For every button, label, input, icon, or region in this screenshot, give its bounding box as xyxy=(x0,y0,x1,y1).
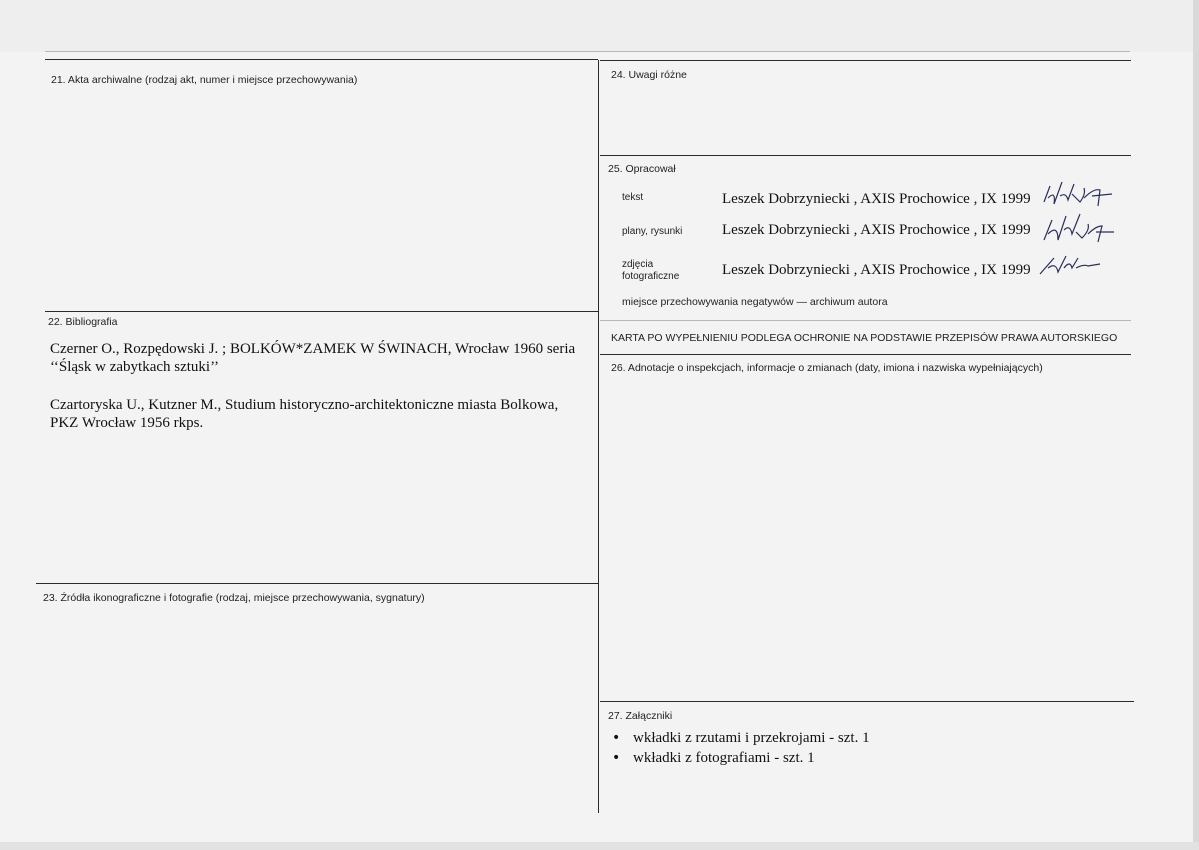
bibliography-entry-line: PKZ Wrocław 1956 rkps. xyxy=(50,415,204,431)
author-row-label xyxy=(622,259,679,283)
author-row-label-line: zdjęcia xyxy=(622,259,654,270)
author-row-label-line: fotograficzne xyxy=(622,271,680,282)
author-row-value: Leszek Dobrzyniecki , AXIS Prochowice , IX 1999 xyxy=(722,222,1031,238)
divider-26-27 xyxy=(600,701,1134,702)
attachments-list xyxy=(612,728,870,768)
top-border-right xyxy=(600,60,1131,61)
attachment-item: • wkładki z rzutami i przekrojami - szt. 1 xyxy=(612,728,870,748)
signature-3 xyxy=(1036,250,1102,280)
field-27-label: 27. Załączniki xyxy=(608,710,673,722)
author-row-value: Leszek Dobrzyniecki , AXIS Prochowice , IX 1999 xyxy=(722,262,1031,278)
divider-notice-26 xyxy=(600,354,1131,355)
negatives-storage: miejsce przechowywania negatywów — archiwum autora xyxy=(622,296,888,308)
author-row-label: tekst xyxy=(622,192,644,203)
divider-22-23 xyxy=(36,583,598,584)
divider-negatives xyxy=(600,320,1131,321)
field-23-label: 23. Źródła ikonograficzne i fotografie (rodzaj, miejsce przechowywania, sygnatury) xyxy=(43,592,425,604)
signature-1 xyxy=(1040,176,1116,210)
divider-21-22 xyxy=(45,311,598,312)
attachment-item: • wkładki z fotografiami - szt. 1 xyxy=(612,748,870,768)
field-26-label: 26. Adnotacje o inspekcjach, informacje o zmianach (daty, imiona i nazwiska wypełniających) xyxy=(611,362,1043,374)
field-24-label: 24. Uwagi różne xyxy=(611,69,687,81)
author-row-value: Leszek Dobrzyniecki , AXIS Prochowice , IX 1999 xyxy=(722,191,1031,207)
bibliography-entry-line: ‘‘Śląsk w zabytkach sztuki’’ xyxy=(50,359,219,375)
copyright-notice: KARTA PO WYPEŁNIENIU PODLEGA OCHRONIE NA PODSTAWIE PRZEPISÓW PRAWA AUTORSKIEGO xyxy=(611,332,1118,344)
bibliography-entry xyxy=(50,340,575,376)
center-divider xyxy=(598,60,599,813)
field-21-label: 21. Akta archiwalne (rodzaj akt, numer i miejsce przechowywania) xyxy=(51,74,358,86)
scan-bottom-edge xyxy=(0,842,1199,850)
field-25-label: 25. Opracował xyxy=(608,163,676,175)
bibliography-entry-line: Czerner O., Rozpędowski J. ; BOLKÓW*ZAMEK W ŚWINACH, Wrocław 1960 seria xyxy=(50,341,576,357)
author-row-label: plany, rysunki xyxy=(622,226,683,237)
field-22-label: 22. Bibliografia xyxy=(48,316,118,328)
divider-24-25 xyxy=(600,155,1131,156)
bibliography-entry xyxy=(50,396,558,432)
scan-right-edge xyxy=(1193,0,1199,850)
scan-top-margin xyxy=(0,0,1199,52)
top-border-left xyxy=(45,59,598,60)
signature-2 xyxy=(1040,210,1116,246)
top-faint-line xyxy=(45,51,1130,52)
bibliography-entry-line: Czartoryska U., Kutzner M., Studium historyczno-architektoniczne miasta Bolkowa, xyxy=(50,397,559,413)
